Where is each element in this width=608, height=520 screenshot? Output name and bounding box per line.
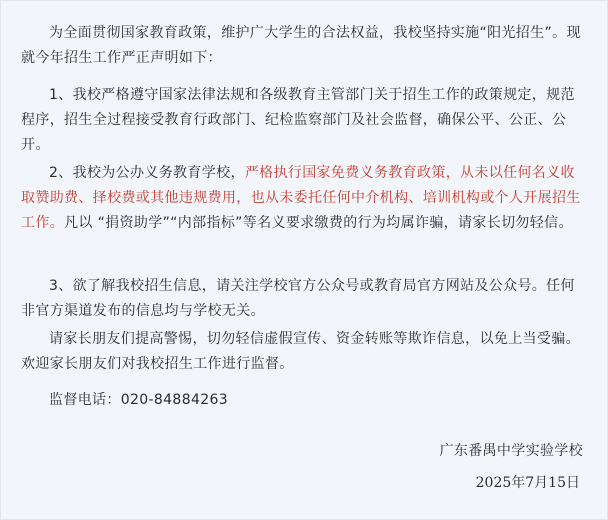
notice-date: 2025年7月15日 xyxy=(475,475,580,491)
item-2-paragraph xyxy=(21,161,589,236)
item-3-paragraph: 3、欲了解我校招生信息，请关注学校官方公众号或教育局官方网站及公众号。任何非官方渠道发布的信息均与学校无关。 xyxy=(21,278,575,319)
hotline-text: 监督电话：020-84884263 xyxy=(49,392,228,408)
item-2-suffix: 凡以 “捐资助学”“内部指标”等名义要求缴费的行为均属诈骗，请家长切勿轻信。 xyxy=(64,215,573,231)
item-2-prefix: 2、我校为公办义务教育学校， xyxy=(49,165,245,181)
school-name: 广东番禺中学实验学校 xyxy=(439,443,583,459)
item-2-highlight: 严格执行国家免费义务教育政策，从未以任何名义收取赞助费、择校费或其他违规费用，也从未委托任何中介机构、培训机构或个人开展招生工作。 xyxy=(21,165,581,231)
warning-paragraph: 请家长朋友们提高警惕，切勿轻信虚假宣传、资金转账等欺诈信息，以免上当受骗。欢迎家长朋友们对我校招生工作进行监督。 xyxy=(21,331,580,372)
item-1-paragraph: 1、我校严格遵守国家法律法规和各级教育主管部门关于招生工作的政策规定，规范程序，招生全过程接受教育行政部门、纪检监察部门及社会监督，确保公平、公正、公开。 xyxy=(21,87,575,153)
intro-paragraph: 为全面贯彻国家教育政策，维护广大学生的合法权益，我校坚持实施“阳光招生”。现就今年招生工作严正声明如下： xyxy=(21,25,581,66)
